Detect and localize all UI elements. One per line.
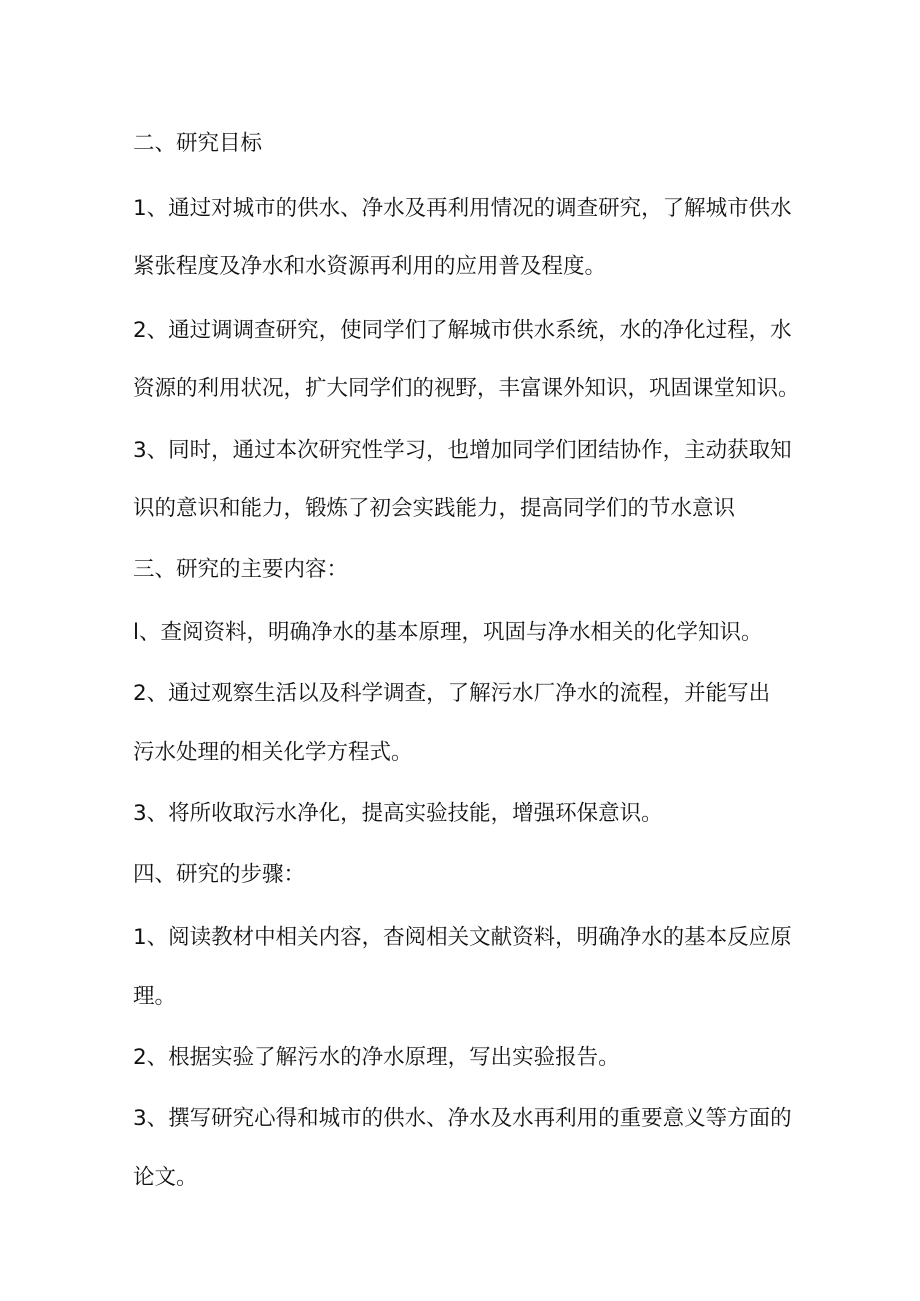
- goal-2-line-1: 2、通过调调查研究，使同学们了解城市供水系统，水的净化过程，水: [133, 318, 792, 343]
- goal-1-line-2: 紧张程度及净水和水资源再利用的应用普及程度。: [133, 254, 607, 279]
- goal-1-line-1: 1、通过对城市的供水、净水及再利用情况的调查研究，了解城市供水: [133, 196, 792, 221]
- heading-research-goals: 二、研究目标: [133, 131, 263, 156]
- step-1-line-2: 理。: [133, 984, 177, 1009]
- content-3-line-1: 3、将所收取污水净化，提高实验技能，增强环保意识。: [133, 801, 663, 826]
- goal-2-line-2: 资源的利用状况，扩大同学们的视野，丰富课外知识，巩固课堂知识。: [133, 376, 800, 401]
- step-1-line-1: 1、阅读教材中相关内容，杳阅相关文献资料，明确净水的基本反应原: [133, 925, 792, 950]
- heading-research-steps: 四、研究的步骤：: [133, 862, 306, 887]
- content-2-line-2: 污水处理的相关化学方程式。: [133, 740, 413, 765]
- step-3-line-1: 3、撰写研究心得和城市的供水、净水及水再利用的重要意义等方面的: [133, 1106, 792, 1131]
- content-2-line-1: 2、通过观察生活以及科学调查，了解污水厂净水的流程，并能写出: [133, 681, 771, 706]
- heading-main-content: 三、研究的主要内容：: [133, 557, 349, 582]
- goal-3-line-2: 识的意识和能力，锻炼了初会实践能力，提高同学们的节水意识: [133, 496, 736, 521]
- content-1-line-1: l、查阅资料，明确净水的基本原理，巩固与净水相关的化学知识。: [133, 620, 763, 645]
- step-3-line-2: 论文。: [133, 1165, 198, 1190]
- goal-3-line-1: 3、同时，通过本次研究性学习，也增加同学们团结协作，主动获取知: [133, 438, 792, 463]
- step-2-line-1: 2、根据实验了解污水的净水原理，写出实验报告。: [133, 1045, 620, 1070]
